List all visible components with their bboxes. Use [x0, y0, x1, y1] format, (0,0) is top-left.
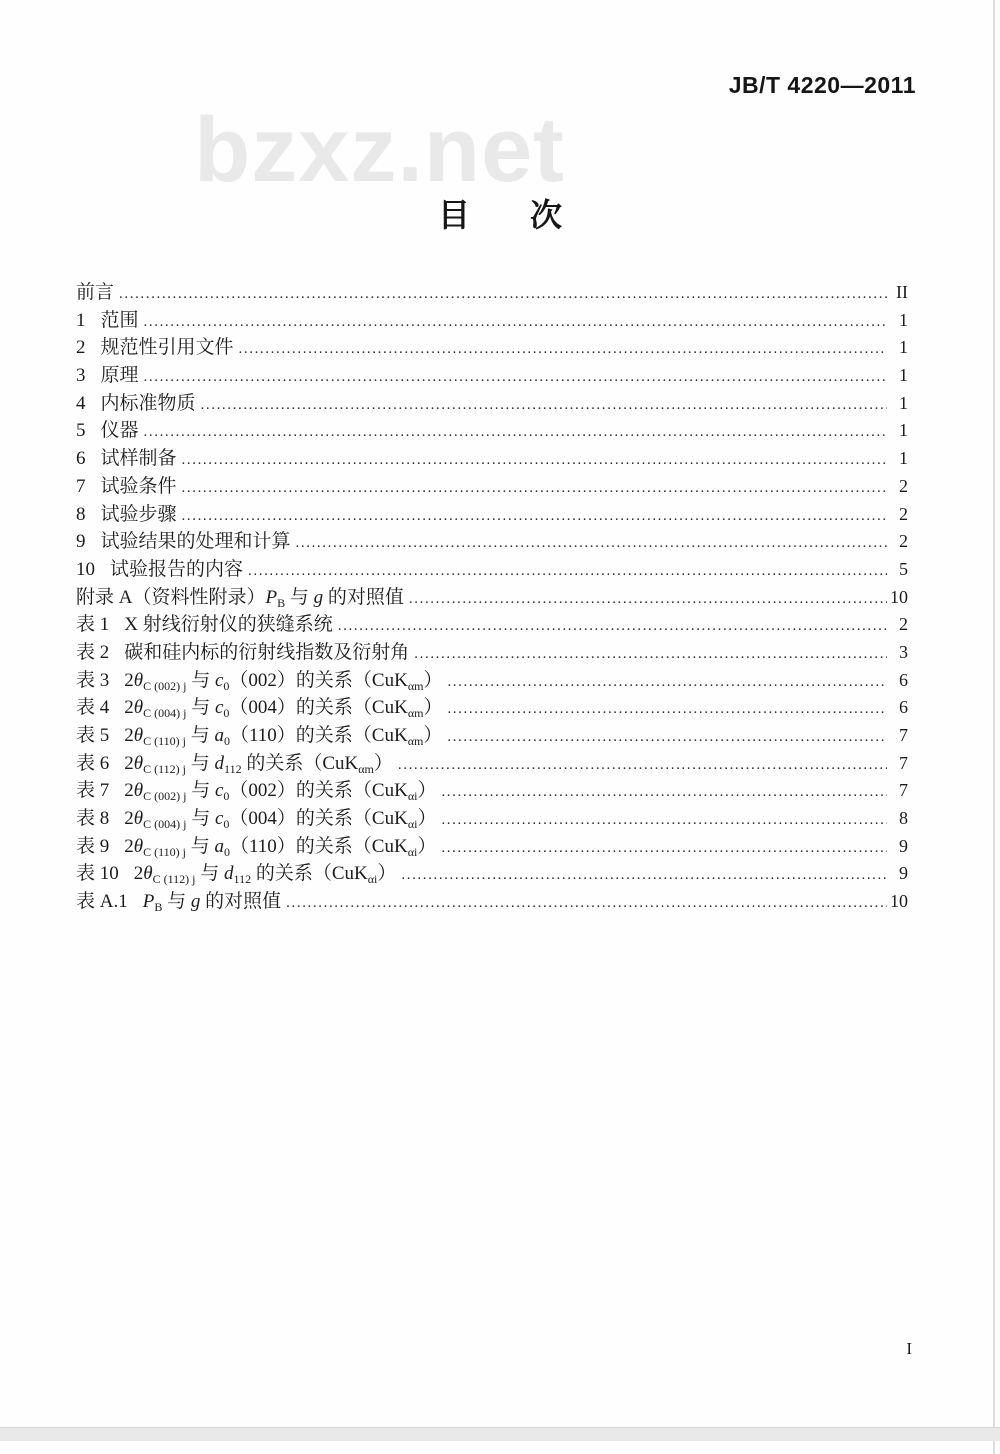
toc-item-label: 碳和硅内标的衍射线指数及衍射角 — [124, 641, 410, 663]
standard-number: JB/T 4220—2011 — [728, 72, 916, 98]
toc-row — [76, 554, 908, 582]
toc-item-label: 前言 — [76, 282, 115, 303]
toc-item-number: 表 A.1 — [76, 891, 128, 913]
toc-leader-dots — [182, 448, 887, 470]
toc-item-label: 仪器 — [100, 420, 139, 442]
toc-row — [76, 803, 908, 831]
toc-item-number: 6 — [76, 448, 86, 470]
toc-page-number: 1 — [899, 448, 908, 469]
toc-item-number: 表 4 — [76, 697, 110, 719]
toc-leader-dots — [201, 393, 887, 415]
toc-page-number: 2 — [899, 614, 908, 635]
toc-leader-dots — [182, 476, 887, 498]
toc-page-number: 7 — [899, 780, 908, 801]
toc-item-number: 2 — [76, 337, 86, 359]
toc-item-label: $2\theta_{C (112) j}$ 与 $d_{112}$ 的关系（CuK$_{\alpha m}$） — [124, 752, 393, 776]
toc-page-number: 10 — [890, 891, 908, 912]
toc-leader-dots — [414, 642, 887, 664]
toc-item-label: 试验结果的处理和计算 — [100, 531, 291, 553]
toc-item-number: 表 3 — [76, 669, 110, 691]
toc-leader-dots — [182, 504, 887, 526]
toc-item-label: 内标准物质 — [100, 392, 196, 414]
toc-row — [76, 360, 908, 388]
toc-row — [76, 415, 908, 443]
toc-item-label: $2\theta_{C (004) j}$ 与 $c_0(004)$的关系（CuK$_{\alpha m}$） — [124, 697, 443, 721]
toc-row — [76, 277, 908, 305]
toc-item-number: 表 2 — [76, 641, 110, 663]
toc-row — [76, 332, 908, 360]
toc-row — [76, 471, 908, 499]
toc-page-number: 5 — [899, 558, 908, 579]
toc-leader-dots — [447, 697, 887, 719]
toc-item-number: 1 — [76, 309, 86, 331]
toc-page-number: 3 — [899, 641, 908, 662]
toc-item-number: 表 9 — [76, 835, 110, 857]
toc-page-number: 1 — [899, 337, 908, 358]
toc-page-number: 8 — [899, 808, 908, 829]
toc-item-label: $2\theta_{C (002) j}$ 与 $c_0(002)$的关系（CuK$_{\alpha m}$） — [124, 669, 443, 693]
toc-item-number: 7 — [76, 475, 86, 497]
toc-page-number: 7 — [899, 725, 908, 745]
toc-leader-dots — [401, 863, 887, 885]
toc-item-number: 10 — [76, 558, 95, 580]
toc-item-label: 原理 — [100, 365, 139, 387]
toc-row — [76, 582, 908, 610]
toc-leader-dots — [144, 420, 887, 442]
toc-page-number: 1 — [899, 420, 908, 441]
toc-item-number: 表 7 — [76, 780, 110, 802]
toc-leader-dots — [441, 836, 887, 858]
toc-page-number: 6 — [899, 669, 908, 690]
toc-row — [76, 499, 908, 527]
toc-row — [76, 637, 908, 665]
toc-item-number: 表 10 — [76, 863, 119, 885]
toc-leader-dots — [441, 808, 887, 830]
toc-row — [76, 886, 908, 914]
toc-item-number: 表 8 — [76, 808, 110, 830]
toc-page-number: 7 — [899, 752, 908, 773]
toc-leader-dots — [286, 891, 887, 913]
toc-item-number: 4 — [76, 392, 86, 414]
toc-item-label: 规范性引用文件 — [100, 337, 234, 359]
toc-row — [76, 720, 908, 748]
toc-leader-dots — [447, 670, 887, 692]
toc-item-label: X 射线衍射仪的狭缝系统 — [124, 614, 333, 636]
toc-row — [76, 858, 908, 886]
toc-item-label: 附录 A（资料性附录）$P_B$ 与 g 的对照值 — [76, 586, 404, 610]
toc-page-number: 1 — [899, 309, 908, 330]
toc-item-number: 8 — [76, 503, 86, 525]
toc-row — [76, 775, 908, 803]
toc-leader-dots — [447, 725, 887, 747]
toc-item-label: $2\theta_{C (110) j}$ 与 $a_0(110)$的关系（CuK$_{\alpha m}$） — [124, 725, 443, 748]
toc-row — [76, 305, 908, 333]
toc-leader-dots — [119, 282, 887, 304]
toc-page-number: 2 — [899, 475, 908, 496]
toc-item-label: $2\theta_{C (110) j}$ 与 $a_0(110)$的关系（CuK$_{\alpha i}$） — [124, 835, 437, 859]
toc-page-number: 6 — [899, 697, 908, 718]
toc-page-number: 1 — [899, 365, 908, 386]
toc-row — [76, 748, 908, 776]
toc-page-number: 2 — [899, 531, 908, 552]
toc-item-number: 表 6 — [76, 752, 110, 774]
scan-edge-line — [993, 0, 995, 1454]
toc-item-label: 试验条件 — [100, 475, 177, 497]
toc-leader-dots — [441, 780, 887, 802]
toc-item-number: 3 — [76, 365, 86, 387]
page-title: 目 次 — [437, 197, 576, 233]
toc-leader-dots — [239, 337, 887, 359]
toc-row — [76, 692, 908, 720]
toc-item-label: $2\theta_{C (112) j}$ 与 $d_{112}$ 的关系（CuK$_{\alpha i}$） — [133, 863, 397, 887]
toc-row — [76, 609, 908, 637]
toc-item-label: 范围 — [100, 309, 139, 331]
toc-row — [76, 526, 908, 554]
toc-item-label: 试验步骤 — [100, 503, 177, 525]
toc-leader-dots — [296, 531, 887, 553]
toc-page-number: 1 — [899, 392, 908, 413]
toc-page-number: 9 — [899, 835, 908, 856]
toc-leader-dots — [409, 587, 887, 609]
toc-leader-dots — [248, 559, 887, 581]
toc-page-number: II — [896, 282, 908, 302]
toc-item-label: 试样制备 — [100, 448, 177, 470]
toc-item-number: 9 — [76, 531, 86, 553]
toc-item-number: 表 5 — [76, 725, 110, 746]
toc-item-number: 5 — [76, 420, 86, 442]
toc-leader-dots — [144, 310, 887, 332]
toc-page-number: 9 — [899, 863, 908, 884]
toc-list — [76, 277, 908, 914]
watermark-text: bzxz.net — [194, 99, 565, 201]
toc-row — [76, 443, 908, 471]
toc-row — [76, 831, 908, 859]
toc-item-number: 表 1 — [76, 614, 110, 636]
scan-bottom-band — [0, 1427, 1000, 1441]
toc-row — [76, 665, 908, 693]
toc-row — [76, 388, 908, 416]
toc-leader-dots — [144, 365, 887, 387]
toc-page-number: 2 — [899, 503, 908, 524]
toc-item-label: $2\theta_{C (002) j}$ 与 $c_0(002)$的关系（CuK$_{\alpha i}$） — [124, 780, 437, 804]
toc-leader-dots — [338, 614, 887, 636]
toc-item-label: $2\theta_{C (004) j}$ 与 $c_0(004)$的关系（CuK$_{\alpha i}$） — [124, 808, 437, 832]
toc-item-label: 试验报告的内容 — [110, 558, 244, 580]
toc-page-number: 10 — [890, 586, 908, 607]
toc-leader-dots — [398, 753, 887, 775]
page-number: I — [906, 1339, 912, 1358]
toc-item-label: $P_B$ 与 g 的对照值 — [142, 891, 282, 915]
